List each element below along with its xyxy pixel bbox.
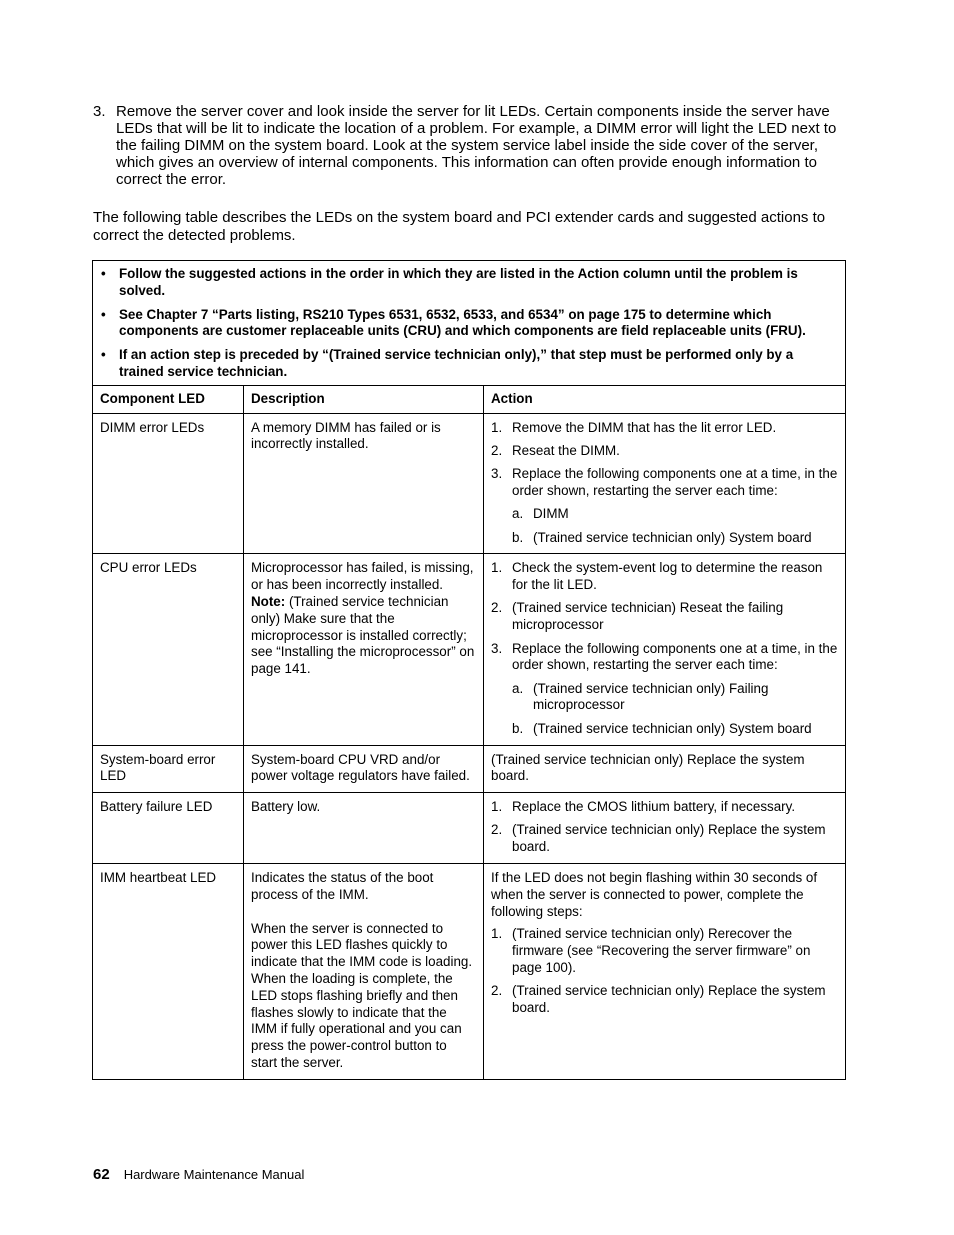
page-number: 62 [93,1166,110,1183]
action-list [491,420,838,547]
component-cell: DIMM error LEDs [93,413,244,554]
component-cell: IMM heartbeat LED [93,864,244,1080]
action-item: 1. Check the system-event log to determine the reason for the lit LED. [491,560,823,593]
notes-list [101,266,837,381]
description-text-2: When the server is connected to power this LED flashes quickly to indicate that the IMM code is loading. When the loading is complete, the LED stops flashing briefly and then flashes slowly to indicate that the IMM if fully operational and you can press the power-control button to start the server. [251,920,473,1070]
sub-action-item: a. DIMM [512,506,569,522]
action-cell [484,554,846,745]
action-cell [484,864,846,1080]
step-number: 3. [93,103,106,120]
sub-action-item: b. (Trained service technician only) System board [512,720,812,736]
table-row-cpu [93,554,846,745]
description-text: Microprocessor has failed, is missing, or has been incorrectly installed. [251,560,474,593]
notes-row [93,261,846,386]
action-item: 1. (Trained service technician only) Rerecover the firmware (see “Recovering the server firmware” on page 100). [491,926,811,975]
note-item: • If an action step is preceded by “(Trained service technician only),” that step must be performed only by a trained service technician. [101,347,837,381]
sub-action-list [512,681,838,738]
led-table [92,260,846,1080]
sub-action-item: a. (Trained service technician only) Failing microprocessor [512,680,769,713]
sub-action-item: b. (Trained service technician only) System board [512,529,812,545]
action-list [491,560,838,737]
description-cell [244,864,484,1080]
step-text: Remove the server cover and look inside the server for lit LEDs. Certain components inside the server have LEDs that will be lit to indicate the location of a problem. For example, a DIMM error will light the LED next to the failing DIMM on the system board. Look at the system service label inside the side cover of the server, which gives an overview of internal components. This information can often provide enough information to correct the error. [116,103,837,188]
action-cell [484,793,846,864]
action-item: 1. Remove the DIMM that has the lit error LED. [491,419,777,435]
action-cell: (Trained service technician only) Replace the system board. [484,745,846,793]
step-3 [93,103,843,188]
table-row-system-board [93,745,846,793]
notes-cell [93,261,846,386]
action-list [491,926,838,1016]
action-item: 2. (Trained service technician only) Replace the system board. [491,983,826,1016]
action-item: 2. (Trained service technician only) Replace the system board. [491,822,826,855]
footer-title: Hardware Maintenance Manual [123,1167,305,1182]
component-cell: CPU error LEDs [93,554,244,745]
action-item: 3. Replace the following components one at a time, in the order shown, restarting the server each time: a. DIMM b. (Trained service technician only) System board [491,466,838,545]
action-list [491,799,838,856]
description-cell: System-board CPU VRD and/or power voltage regulators have failed. [244,745,484,793]
header-action: Action [484,385,846,413]
action-cell [484,413,846,554]
description-note [251,594,476,678]
page-footer [93,1166,304,1184]
header-row [93,385,846,413]
note-text: (Trained service technician only) Make sure that the microprocessor is installed correctly; see “Installing the microprocessor” on page 141. [251,593,475,677]
note-item: • Follow the suggested actions in the order in which they are listed in the Action column until the problem is solved. [101,266,837,300]
action-item: 1. Replace the CMOS lithium battery, if necessary. [491,799,796,815]
sub-action-list [512,506,838,546]
description-cell [244,554,484,745]
table-row-dimm [93,413,846,554]
component-cell: Battery failure LED [93,793,244,864]
component-cell: System-board error LED [93,745,244,793]
description-text: Indicates the status of the boot process of the IMM. [251,870,434,902]
note-item: • See Chapter 7 “Parts listing, RS210 Types 6531, 6532, 6533, and 6534” on page 175 to determine which components are customer replaceable units (CRU) and which components are field replaceable units (FRU). [101,307,837,341]
table-row-imm [93,864,846,1080]
description-cell: A memory DIMM has failed or is incorrectly installed. [244,413,484,554]
table-row-battery [93,793,846,864]
description-cell: Battery low. [244,793,484,864]
header-component: Component LED [93,385,244,413]
action-item: 2. Reseat the DIMM. [491,442,620,458]
action-lead: If the LED does not begin flashing within 30 seconds of when the server is connected to power, complete the following steps: [491,870,818,919]
note-label: Note: [251,593,286,609]
action-item: 2. (Trained service technician) Reseat the failing microprocessor [491,600,784,633]
intro-paragraph: The following table describes the LEDs on the system board and PCI extender cards and suggested actions to correct the detected problems. [93,209,826,244]
header-description: Description [244,385,484,413]
action-item: 3. Replace the following components one at a time, in the order shown, restarting the server each time: a. (Trained service technician only) Failing microprocessor b. (Trained service technician only) System board [491,640,838,736]
